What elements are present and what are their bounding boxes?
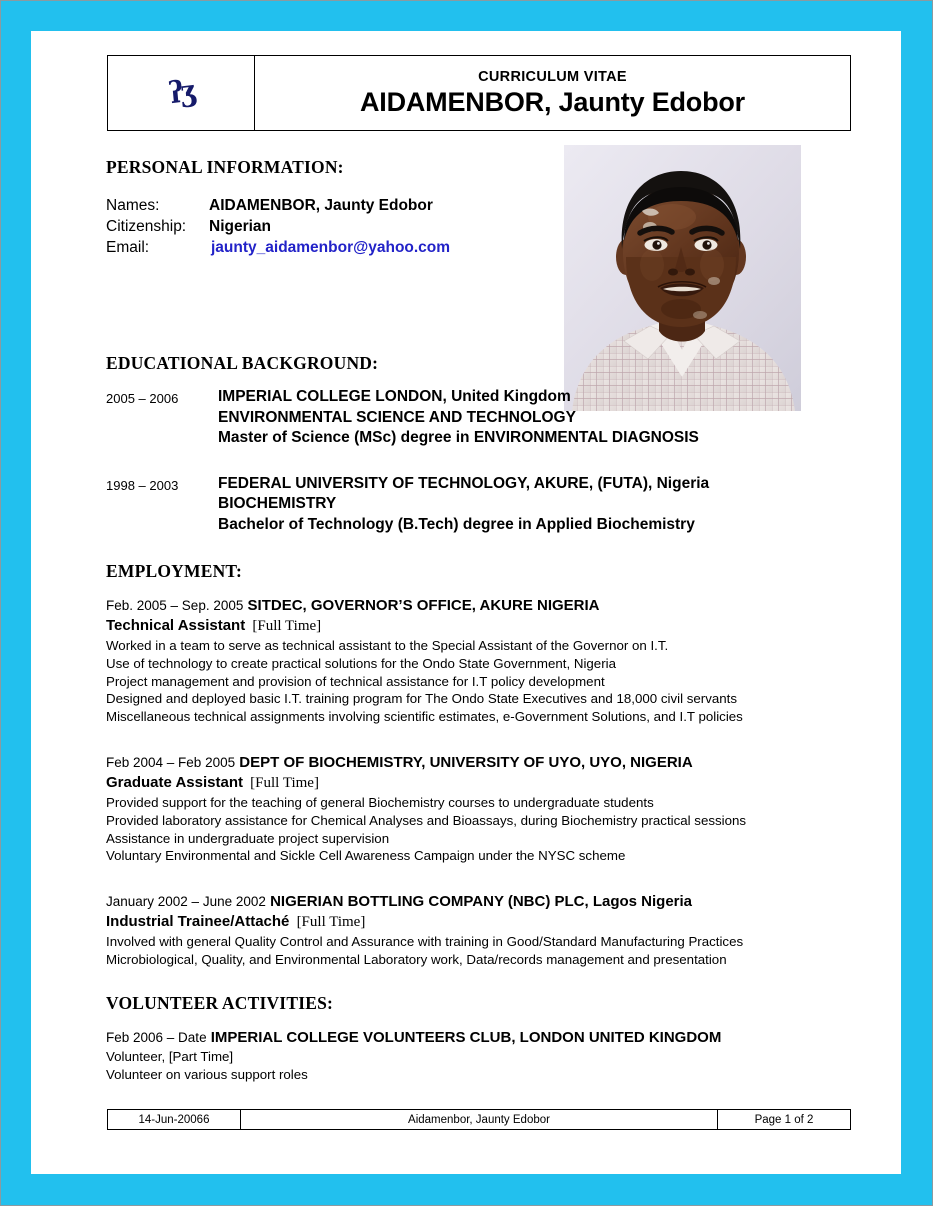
education-dates: 1998 – 2003 <box>106 477 179 493</box>
employment-title: Industrial Trainee/Attaché <box>106 913 290 931</box>
document-page <box>31 31 901 1174</box>
education-degree: Master of Science (MSc) degree in ENVIRONMENTAL DIAGNOSIS <box>218 429 699 446</box>
employment-duties <box>106 637 854 726</box>
personal-information-rows <box>106 195 854 258</box>
employment-type: [Full Time] <box>250 774 319 791</box>
employment-duty: Involved with general Quality Control and Assurance with training in Good/Standard Manufacturing Practices <box>106 934 744 950</box>
education-institution: IMPERIAL COLLEGE LONDON, United Kingdom <box>218 388 571 405</box>
employment-titleline <box>106 912 854 932</box>
employment-section <box>106 561 854 969</box>
employment-duty: Provided support for the teaching of general Biochemistry courses to undergraduate students <box>106 794 654 810</box>
education-heading: EDUCATIONAL BACKGROUND: <box>106 353 379 373</box>
personal-information-section <box>106 157 854 258</box>
personal-information-heading: PERSONAL INFORMATION: <box>106 157 344 177</box>
personal-info-row-names <box>106 195 854 216</box>
education-dates: 2005 – 2006 <box>106 391 179 406</box>
employment-duty: Worked in a team to serve as technical assistant to the Special Assistant of the Governor on I.T. <box>106 638 669 653</box>
employment-duty: Project management and provision of technical assistance for I.T policy development <box>106 673 605 689</box>
volunteer-organization: IMPERIAL COLLEGE VOLUNTEERS CLUB, LONDON UNITED KINGDOM <box>210 1028 722 1046</box>
volunteer-dates: Feb 2006 – Date <box>106 1029 207 1045</box>
employment-duties <box>106 933 854 969</box>
footer-name: Aidamenbor, Jaunty Edobor <box>241 1110 718 1130</box>
employment-headline <box>106 753 854 773</box>
employment-duty: Designed and deployed basic I.T. training program for The Ondo State Executives and 18,000 civil servants <box>106 691 737 707</box>
employment-titleline <box>106 773 854 793</box>
employment-type: [Full Time] <box>252 618 322 634</box>
employment-employer: NIGERIAN BOTTLING COMPANY (NBC) PLC, Lagos Nigeria <box>270 893 693 911</box>
employment-dates: January 2002 – June 2002 <box>106 894 266 910</box>
footer-table <box>107 1109 851 1130</box>
cv-content <box>106 55 854 1083</box>
employment-title: Graduate Assistant <box>106 773 243 791</box>
employment-title: Technical Assistant <box>106 617 246 634</box>
employment-duty: Miscellaneous technical assignments involving scientific estimates, e-Government Solutions, and I.T policies <box>106 709 743 725</box>
cv-label: CURRICULUM VITAE <box>478 68 627 85</box>
logo-cell <box>108 56 255 131</box>
education-degree: Bachelor of Technology (B.Tech) degree in Applied Biochemistry <box>218 515 695 533</box>
employment-headline <box>106 892 854 912</box>
education-entry <box>106 474 854 536</box>
personal-info-row-email <box>106 237 854 258</box>
employment-employer: SITDEC, GOVERNOR’S OFFICE, AKURE NIGERIA <box>247 597 600 614</box>
employment-dates: Feb 2004 – Feb 2005 <box>106 754 236 770</box>
employment-entry <box>106 596 854 726</box>
employment-duty: Provided laboratory assistance for Chemical Analyses and Bioassays, during Biochemistry practical sessions <box>106 812 747 828</box>
volunteer-section <box>106 993 854 1084</box>
names-value: AIDAMENBOR, Jaunty Edobor <box>209 197 433 214</box>
education-field: ENVIRONMENTAL SCIENCE AND TECHNOLOGY <box>218 408 576 426</box>
education-details <box>218 387 699 449</box>
employment-type: [Full Time] <box>296 914 366 931</box>
employment-dates: Feb. 2005 – Sep. 2005 <box>106 598 244 613</box>
employment-duties <box>106 794 854 865</box>
employment-employer: DEPT OF BIOCHEMISTRY, UNIVERSITY OF UYO, UYO, NIGERIA <box>239 753 693 771</box>
education-field: BIOCHEMISTRY <box>218 495 337 512</box>
script-monogram-icon: ʔʒ <box>167 73 195 112</box>
footer-row <box>108 1110 851 1130</box>
volunteer-duty: Volunteer on various support roles <box>106 1066 308 1082</box>
names-label: Names: <box>106 197 160 214</box>
education-institution: FEDERAL UNIVERSITY OF TECHNOLOGY, AKURE, (FUTA), Nigeria <box>218 474 710 492</box>
employment-duty: Use of technology to create practical solutions for the Ondo State Government, Nigeria <box>106 655 616 671</box>
employment-titleline <box>106 616 854 636</box>
cv-header-table <box>107 55 851 131</box>
education-entry <box>106 387 854 449</box>
volunteer-heading: VOLUNTEER ACTIVITIES: <box>106 992 334 1013</box>
volunteer-entry <box>106 1028 854 1084</box>
education-section <box>106 353 854 535</box>
page-title: AIDAMENBOR, Jaunty Edobor <box>359 86 745 117</box>
employment-entry <box>106 892 854 969</box>
employment-duty: Microbiological, Quality, and Environmental Laboratory work, Data/records management and presentation <box>106 951 727 967</box>
education-details <box>218 474 709 536</box>
employment-headline <box>106 596 854 616</box>
employment-entry <box>106 753 854 865</box>
volunteer-role: Volunteer, [Part Time] <box>106 1048 234 1064</box>
volunteer-headline <box>106 1028 854 1048</box>
footer-page-number: Page 1 of 2 <box>718 1110 851 1130</box>
employment-duty: Assistance in undergraduate project supervision <box>106 830 390 846</box>
email-label: Email: <box>106 239 150 256</box>
personal-info-row-citizenship <box>106 216 854 237</box>
title-cell <box>255 56 851 131</box>
citizenship-value: Nigerian <box>209 218 272 235</box>
email-link[interactable]: jaunty_aidamenbor@yahoo.com <box>211 239 451 256</box>
footer-date: 14-Jun-20066 <box>108 1110 241 1130</box>
cv-header-row <box>108 56 851 131</box>
employment-heading: EMPLOYMENT: <box>106 561 243 581</box>
citizenship-label: Citizenship: <box>106 218 187 235</box>
employment-duty: Voluntary Environmental and Sickle Cell Awareness Campaign under the NYSC scheme <box>106 848 626 864</box>
